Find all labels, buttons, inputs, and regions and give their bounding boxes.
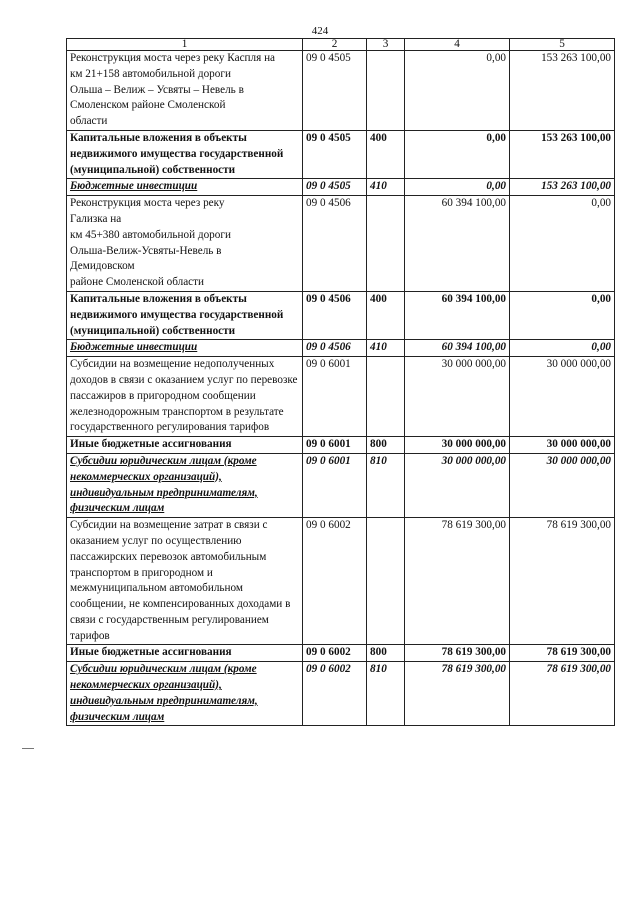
column-header: 1 bbox=[67, 39, 303, 51]
table-row bbox=[67, 437, 615, 454]
table-row bbox=[67, 291, 615, 339]
amount-year2-cell: 78 619 300,00 bbox=[510, 662, 615, 726]
row-name-cell: Иные бюджетные ассигнования bbox=[67, 437, 303, 454]
target-code-cell: 09 0 4506 bbox=[303, 291, 367, 339]
row-name-cell: Бюджетные инвестиции bbox=[67, 179, 303, 196]
table-row bbox=[67, 645, 615, 662]
amount-year1-cell: 0,00 bbox=[405, 51, 510, 131]
expense-type-cell: 410 bbox=[367, 179, 405, 196]
table-row bbox=[67, 179, 615, 196]
target-code-cell: 09 0 6001 bbox=[303, 437, 367, 454]
expense-type-cell: 800 bbox=[367, 645, 405, 662]
amount-year1-cell: 60 394 100,00 bbox=[405, 291, 510, 339]
amount-year2-cell: 0,00 bbox=[510, 196, 615, 292]
row-name-cell: Реконструкция моста через реку Гализка на км 45+380 автомобильной дороги Ольша-Велиж-Усвяты-Невель в Демидовском районе Смоленской области bbox=[67, 196, 303, 292]
expense-type-cell: 400 bbox=[367, 130, 405, 178]
amount-year2-cell: 153 263 100,00 bbox=[510, 51, 615, 131]
expense-type-cell: 400 bbox=[367, 291, 405, 339]
row-name-cell: Иные бюджетные ассигнования bbox=[67, 645, 303, 662]
margin-mark bbox=[22, 748, 34, 749]
target-code-cell: 09 0 4505 bbox=[303, 51, 367, 131]
row-name-cell: Субсидии на возмещение недополученных доходов в связи с оказанием услуг по перевозке пассажиров в пригородном сообщении железнодорожным транспортом в результате государственного регулирования тарифов bbox=[67, 357, 303, 437]
table-row bbox=[67, 340, 615, 357]
amount-year2-cell: 0,00 bbox=[510, 340, 615, 357]
target-code-cell: 09 0 4505 bbox=[303, 130, 367, 178]
amount-year2-cell: 0,00 bbox=[510, 291, 615, 339]
amount-year1-cell: 0,00 bbox=[405, 130, 510, 178]
target-code-cell: 09 0 4506 bbox=[303, 196, 367, 292]
row-name-cell: Субсидии юридическим лицам (кроме некоммерческих организаций), индивидуальным предпринимателям, физическим лицам bbox=[67, 453, 303, 517]
amount-year2-cell: 78 619 300,00 bbox=[510, 518, 615, 645]
amount-year2-cell: 30 000 000,00 bbox=[510, 437, 615, 454]
table-row bbox=[67, 51, 615, 131]
amount-year1-cell: 78 619 300,00 bbox=[405, 662, 510, 726]
amount-year1-cell: 30 000 000,00 bbox=[405, 437, 510, 454]
target-code-cell: 09 0 6001 bbox=[303, 453, 367, 517]
amount-year1-cell: 30 000 000,00 bbox=[405, 357, 510, 437]
expense-type-cell: 810 bbox=[367, 453, 405, 517]
table-row bbox=[67, 196, 615, 292]
expense-type-cell: 810 bbox=[367, 662, 405, 726]
amount-year2-cell: 78 619 300,00 bbox=[510, 645, 615, 662]
amount-year1-cell: 60 394 100,00 bbox=[405, 340, 510, 357]
amount-year2-cell: 153 263 100,00 bbox=[510, 179, 615, 196]
row-name-cell: Капитальные вложения в объекты недвижимого имущества государственной (муниципальной) собственности bbox=[67, 130, 303, 178]
row-name-cell: Реконструкция моста через реку Каспля на км 21+158 автомобильной дороги Ольша – Велиж – Усвяты – Невель в Смоленском районе Смоленской области bbox=[67, 51, 303, 131]
expense-type-cell bbox=[367, 51, 405, 131]
budget-table bbox=[66, 38, 615, 726]
amount-year1-cell: 60 394 100,00 bbox=[405, 196, 510, 292]
amount-year1-cell: 78 619 300,00 bbox=[405, 645, 510, 662]
row-name-cell: Субсидии юридическим лицам (кроме некоммерческих организаций), индивидуальным предпринимателям, физическим лицам bbox=[67, 662, 303, 726]
target-code-cell: 09 0 6001 bbox=[303, 357, 367, 437]
page-number: 424 bbox=[311, 25, 329, 37]
column-header: 2 bbox=[303, 39, 367, 51]
target-code-cell: 09 0 4505 bbox=[303, 179, 367, 196]
target-code-cell: 09 0 4506 bbox=[303, 340, 367, 357]
amount-year1-cell: 78 619 300,00 bbox=[405, 518, 510, 645]
column-header: 4 bbox=[405, 39, 510, 51]
target-code-cell: 09 0 6002 bbox=[303, 662, 367, 726]
expense-type-cell bbox=[367, 196, 405, 292]
expense-type-cell bbox=[367, 518, 405, 645]
expense-type-cell bbox=[367, 357, 405, 437]
target-code-cell: 09 0 6002 bbox=[303, 645, 367, 662]
amount-year1-cell: 30 000 000,00 bbox=[405, 453, 510, 517]
column-header: 5 bbox=[510, 39, 615, 51]
amount-year2-cell: 30 000 000,00 bbox=[510, 453, 615, 517]
table-row bbox=[67, 518, 615, 645]
row-name-cell: Капитальные вложения в объекты недвижимого имущества государственной (муниципальной) собственности bbox=[67, 291, 303, 339]
amount-year2-cell: 153 263 100,00 bbox=[510, 130, 615, 178]
column-header: 3 bbox=[367, 39, 405, 51]
table-row bbox=[67, 130, 615, 178]
target-code-cell: 09 0 6002 bbox=[303, 518, 367, 645]
row-name-cell: Бюджетные инвестиции bbox=[67, 340, 303, 357]
table-row bbox=[67, 453, 615, 517]
amount-year2-cell: 30 000 000,00 bbox=[510, 357, 615, 437]
table-header-row bbox=[67, 39, 615, 51]
expense-type-cell: 410 bbox=[367, 340, 405, 357]
row-name-cell: Субсидии на возмещение затрат в связи с оказанием услуг по осуществлению пассажирских перевозок автомобильным транспортом в пригородном и межмуниципальном автомобильном сообщении, не компенсированных доходами в связи с государственным регулированием тарифов bbox=[67, 518, 303, 645]
table-row bbox=[67, 662, 615, 726]
table-row bbox=[67, 357, 615, 437]
expense-type-cell: 800 bbox=[367, 437, 405, 454]
amount-year1-cell: 0,00 bbox=[405, 179, 510, 196]
